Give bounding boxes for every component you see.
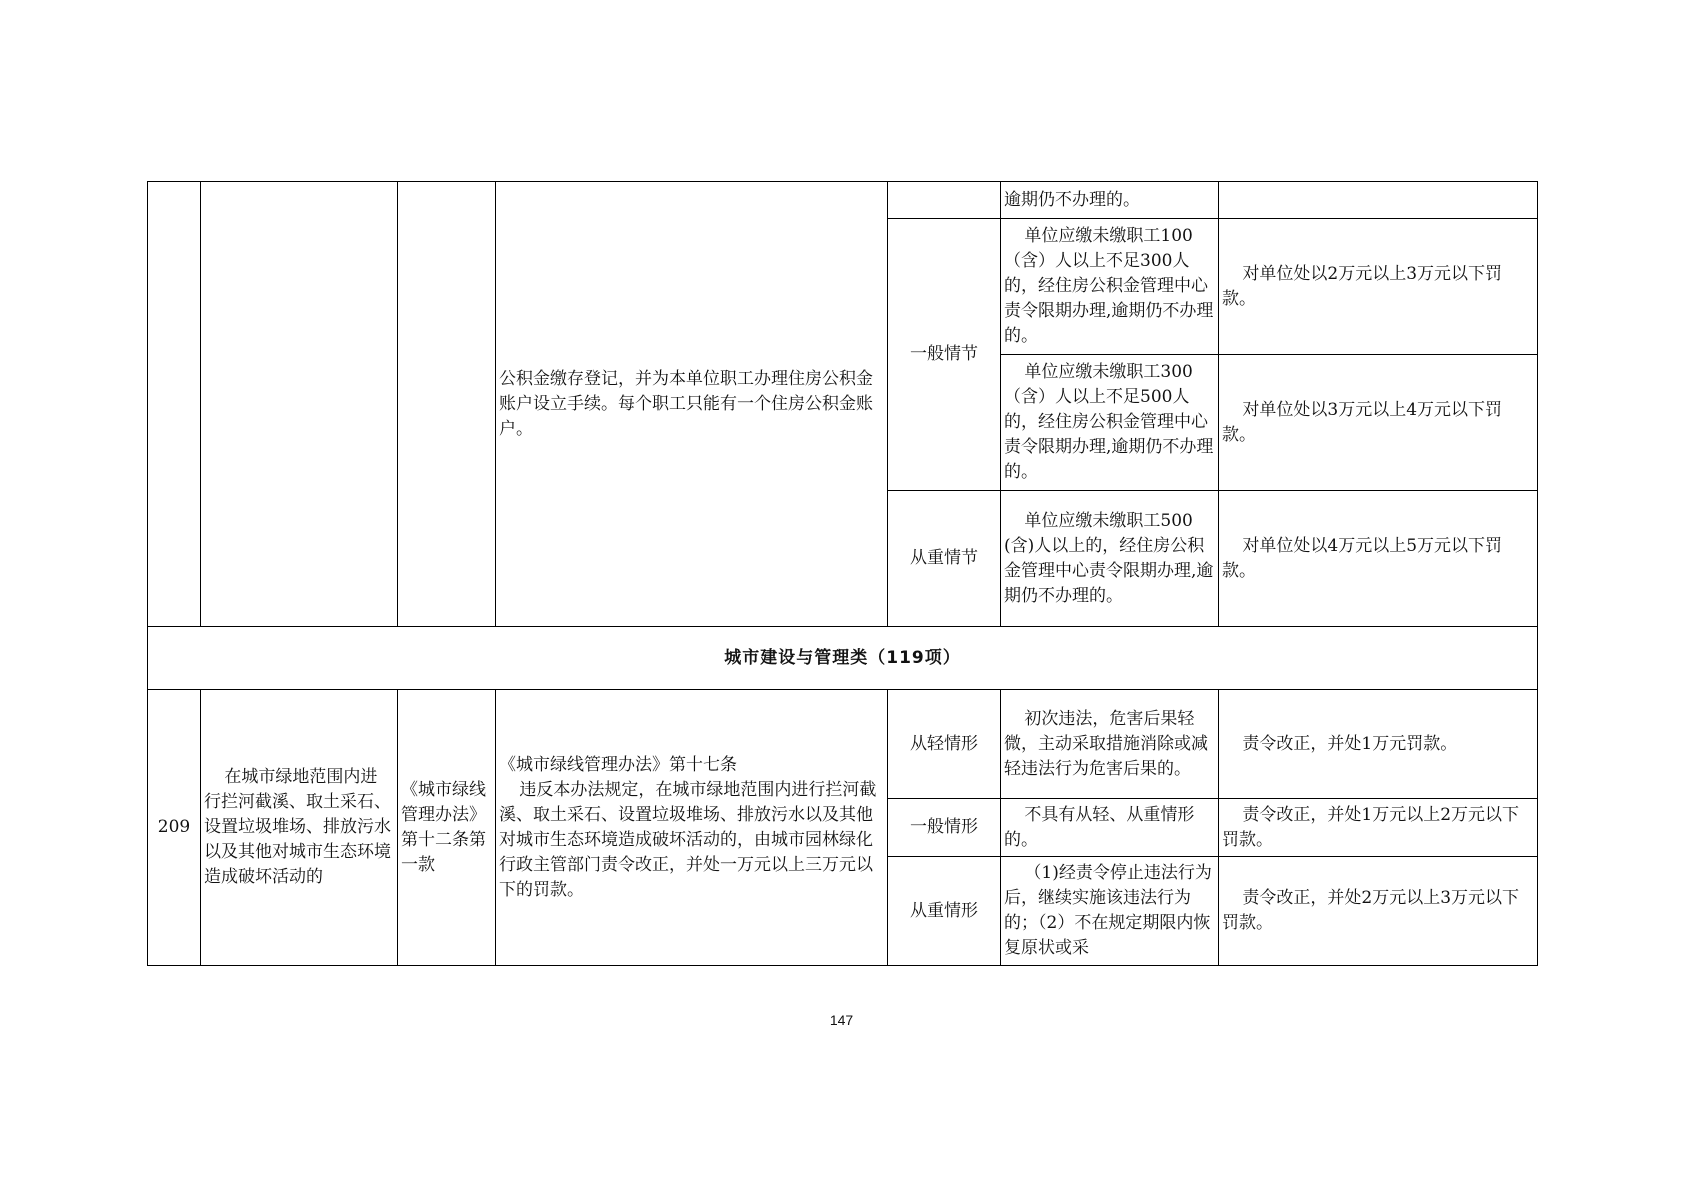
penalty-cell: 对单位处以3万元以上4万元以下罚款。 xyxy=(1219,355,1538,491)
penalty-cell: 对单位处以2万元以上3万元以下罚款。 xyxy=(1219,219,1538,355)
condition-cell: 不具有从轻、从重情形的。 xyxy=(1001,799,1219,857)
condition-cell: 单位应缴未缴职工500(含)人以上的，经住房公积金管理中心责令限期办理,逾期仍不办理的。 xyxy=(1001,491,1219,627)
table-row xyxy=(148,690,1538,799)
basis-body: 违反本办法规定，在城市绿地范围内进行拦河截溪、取土采石、设置垃圾堆场、排放污水以及其他对城市生态环境造成破坏活动的，由城市园林绿化行政主管部门责令改正，并处一万元以上三万元以下的罚款。 xyxy=(499,779,877,900)
item-number: 209 xyxy=(148,690,201,966)
section-title: 城市建设与管理类（119项） xyxy=(148,627,1538,690)
condition-cell: 初次违法，危害后果轻微，主动采取措施消除或减轻违法行为危害后果的。 xyxy=(1001,690,1219,799)
circumstance-general: 一般情形 xyxy=(888,799,1001,857)
legal-basis-short: 《城市绿线管理办法》第十二条第一款 xyxy=(398,690,496,966)
circumstance-serious: 从重情节 xyxy=(888,491,1001,627)
page-number: 147 xyxy=(829,1012,854,1028)
condition-cell: 单位应缴未缴职工300（含）人以上不足500人的，经住房公积金管理中心责令限期办理,逾期仍不办理的。 xyxy=(1001,355,1219,491)
condition-cell: 单位应缴未缴职工100（含）人以上不足300人的，经住房公积金管理中心责令限期办理,逾期仍不办理的。 xyxy=(1001,219,1219,355)
circumstance-light: 从轻情形 xyxy=(888,690,1001,799)
circumstance-cell-empty xyxy=(888,182,1001,219)
circumstance-serious: 从重情形 xyxy=(888,857,1001,966)
penalty-standards-table xyxy=(147,181,1538,966)
violation-behavior: 在城市绿地范围内进行拦河截溪、取土采石、设置垃圾堆场、排放污水以及其他对城市生态环境造成破坏活动的 xyxy=(201,690,398,966)
basis-short-cell-empty xyxy=(398,182,496,627)
penalty-cell: 责令改正，并处1万元以上2万元以下罚款。 xyxy=(1219,799,1538,857)
basis-text-cell: 公积金缴存登记，并为本单位职工办理住房公积金账户设立手续。每个职工只能有一个住房公积金账户。 xyxy=(496,182,888,627)
condition-cell: （1)经责令停止违法行为后，继续实施该违法行为的；（2）不在规定期限内恢复原状或采 xyxy=(1001,857,1219,966)
number-cell-empty xyxy=(148,182,201,627)
penalty-cell: 责令改正，并处1万元罚款。 xyxy=(1219,690,1538,799)
section-header-row xyxy=(148,627,1538,690)
table-row xyxy=(148,182,1538,219)
basis-title: 《城市绿线管理办法》第十七条 xyxy=(499,754,737,775)
penalty-cell: 对单位处以4万元以上5万元以下罚款。 xyxy=(1219,491,1538,627)
penalty-cell xyxy=(1219,182,1538,219)
circumstance-general: 一般情节 xyxy=(888,219,1001,491)
legal-basis-text xyxy=(496,690,888,966)
condition-cell: 逾期仍不办理的。 xyxy=(1001,182,1219,219)
behavior-cell-empty xyxy=(201,182,398,627)
penalty-cell: 责令改正，并处2万元以上3万元以下罚款。 xyxy=(1219,857,1538,966)
